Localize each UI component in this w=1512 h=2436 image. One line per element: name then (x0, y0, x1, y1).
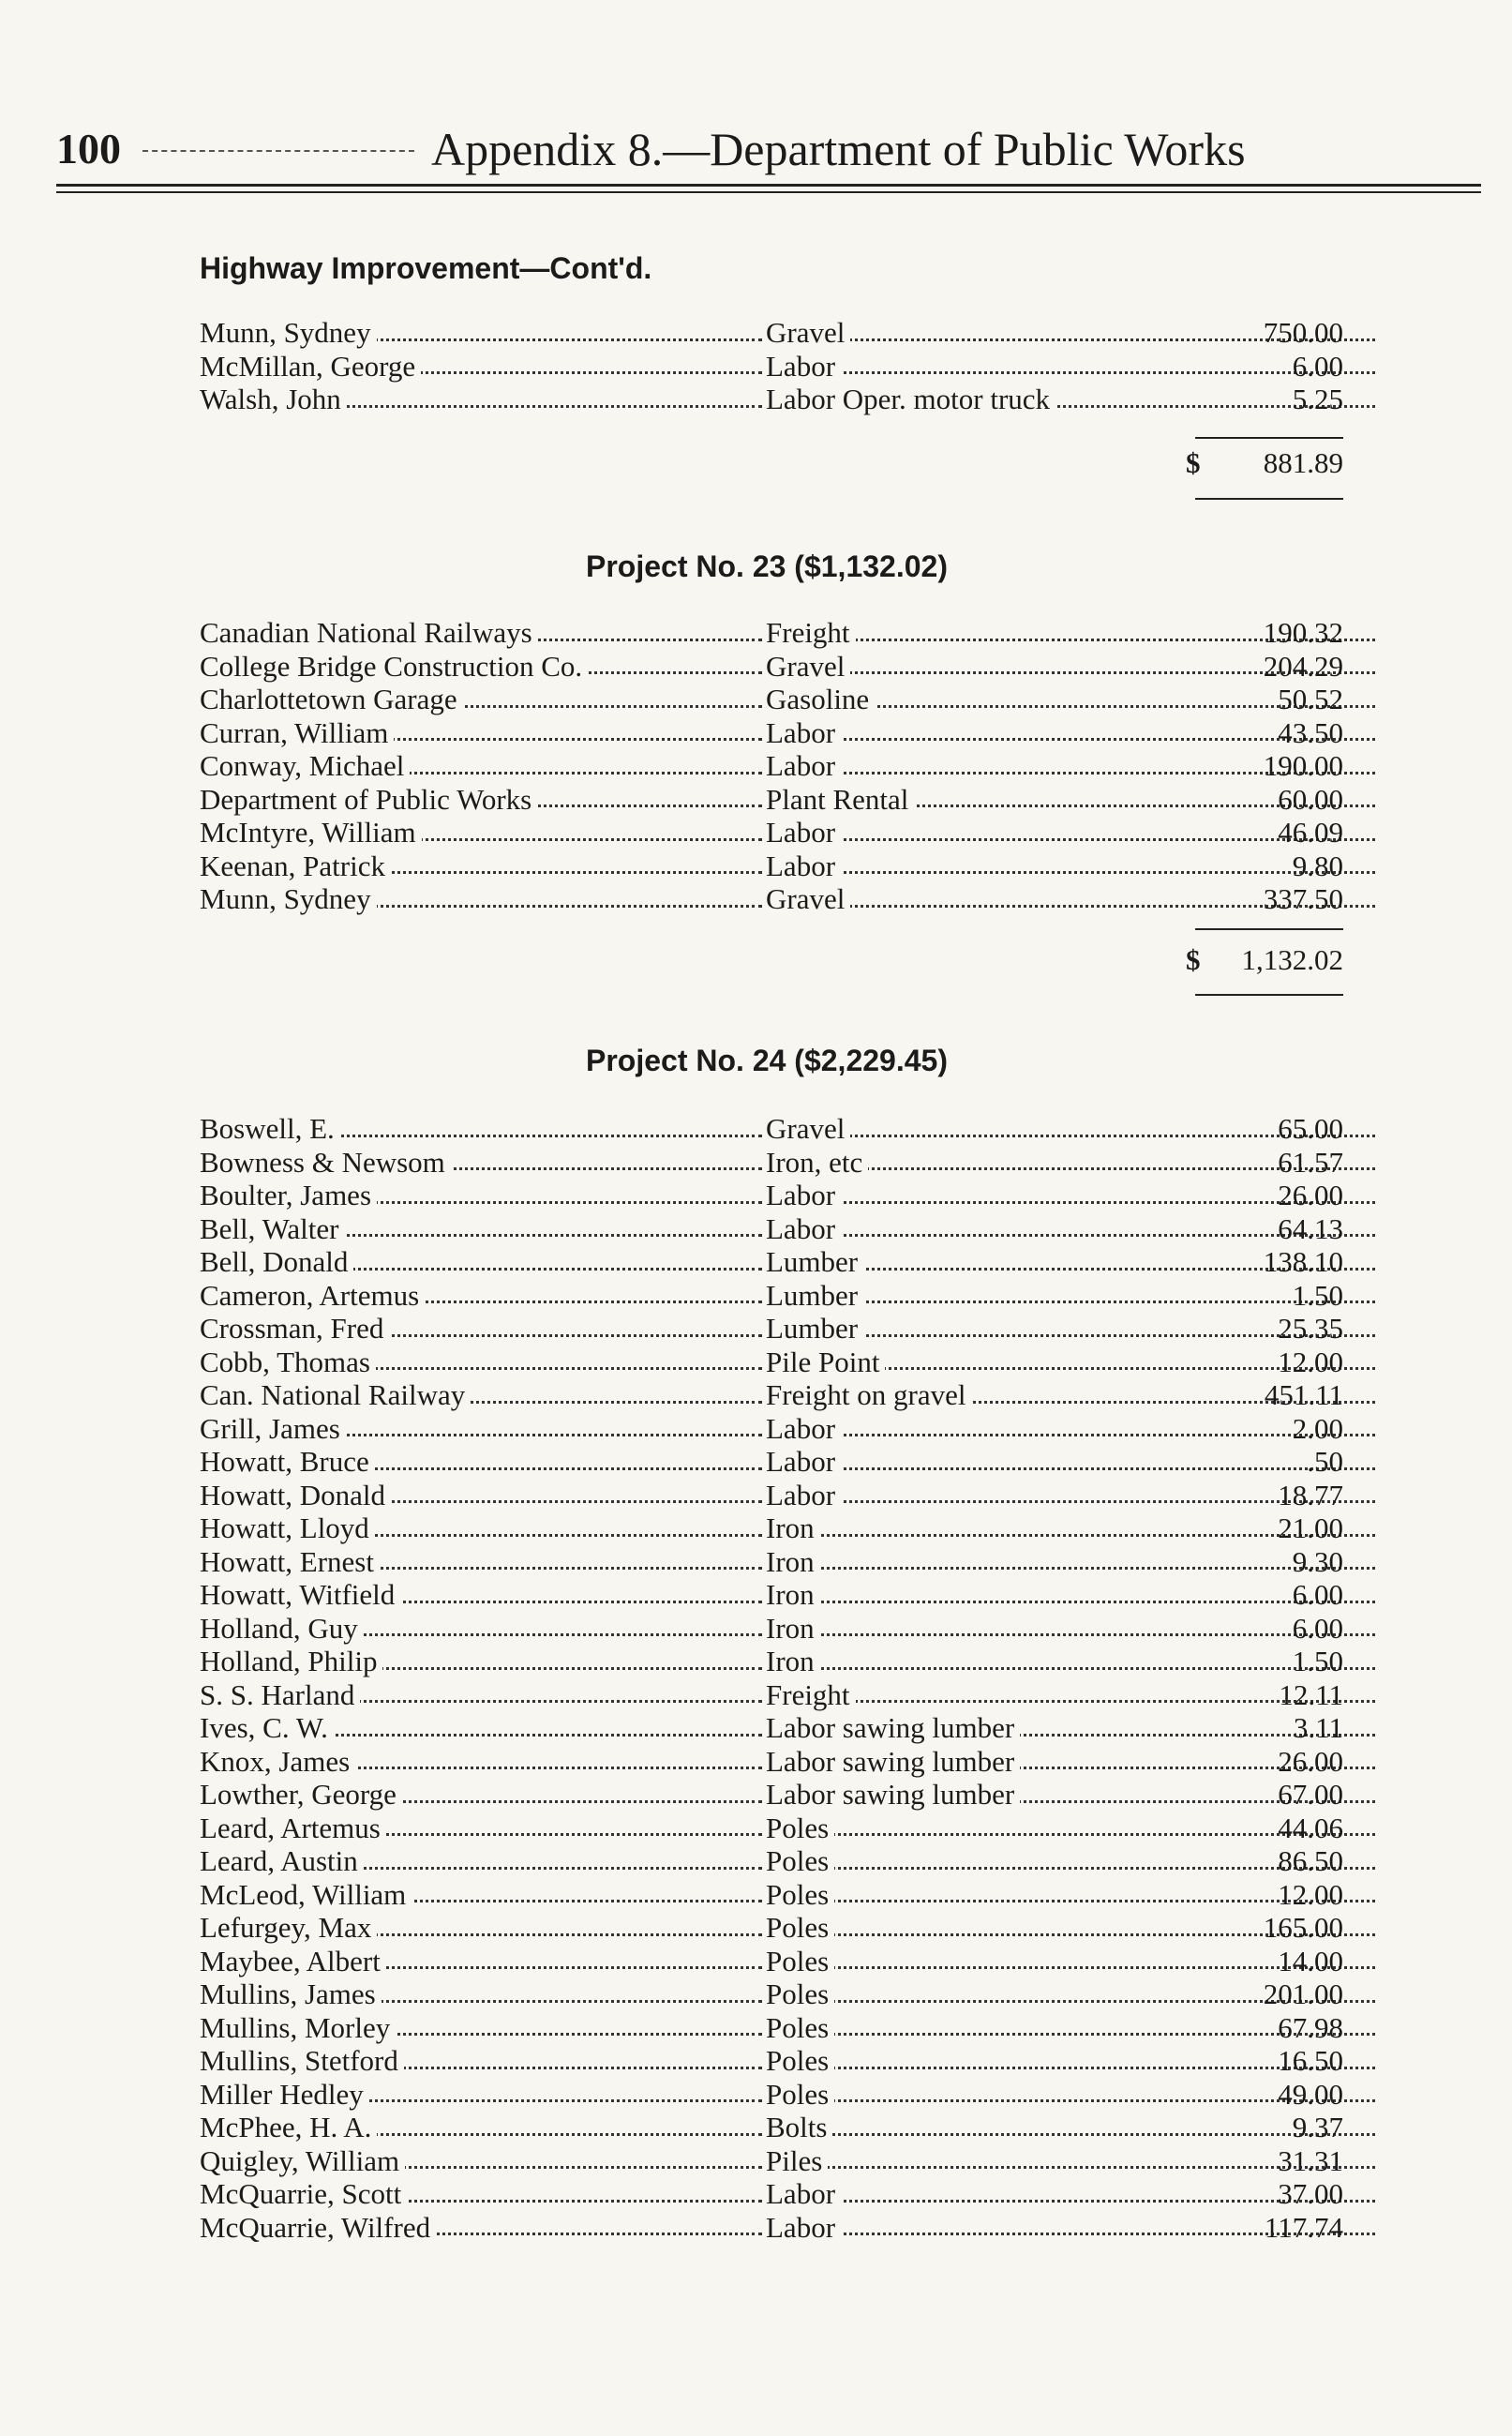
table-row (200, 683, 1343, 716)
payment-item: Iron (766, 1645, 820, 1677)
table-row (200, 2177, 1343, 2211)
project-24-table (200, 1112, 1343, 2244)
payee-name: College Bridge Construction Co. (200, 650, 588, 683)
table-row (200, 1678, 1343, 1712)
payment-amount: 67.98 (1278, 2010, 1343, 2044)
payment-amount: 138.10 (1263, 1245, 1343, 1278)
payment-item: Plant Rental (766, 783, 914, 816)
group1-total-rule-top (1195, 437, 1343, 439)
payment-amount: 44.06 (1278, 1811, 1343, 1844)
payment-item: Gravel (766, 1112, 850, 1145)
payee-name: Howatt, Bruce (200, 1445, 375, 1478)
payment-item: Poles (766, 1911, 834, 1944)
payee-name: Lowther, George (200, 1778, 402, 1811)
payee-name: Munn, Sydney (200, 882, 377, 915)
payee-name: Mullins, Stetford (200, 2044, 404, 2077)
payment-item: Lumber (766, 1245, 863, 1278)
table-row (200, 650, 1343, 684)
payment-item: Gravel (766, 316, 850, 349)
payment-item: Freight (766, 616, 856, 649)
payment-amount: 204.29 (1263, 649, 1343, 683)
payment-item: Bolts (766, 2111, 832, 2143)
table-row (200, 1212, 1343, 1246)
table-row (200, 816, 1343, 850)
payment-amount: 86.50 (1278, 1844, 1343, 1877)
table-row (200, 1911, 1343, 1945)
payment-amount: 60.00 (1278, 782, 1343, 816)
payee-name: Cameron, Artemus (200, 1279, 425, 1312)
table-row (200, 1346, 1343, 1379)
payment-amount: 6.00 (1292, 1611, 1343, 1645)
payment-amount: 61.57 (1278, 1145, 1343, 1179)
table-row (200, 2111, 1343, 2144)
payee-name: Walsh, John (200, 383, 347, 415)
payment-amount: 21.00 (1278, 1511, 1343, 1544)
payment-item: Labor (766, 749, 841, 782)
payment-amount: 9.30 (1292, 1544, 1343, 1578)
payee-name: Howatt, Witfield (200, 1578, 400, 1611)
payee-name: Crossman, Fred (200, 1312, 389, 1345)
payment-item: Poles (766, 2011, 834, 2044)
table-row (200, 850, 1343, 883)
payee-name: Howatt, Donald (200, 1479, 391, 1511)
project-24-heading: Project No. 24 ($2,229.45) (586, 1044, 948, 1077)
payment-amount: 26.00 (1278, 1744, 1343, 1778)
table-row (200, 1378, 1343, 1412)
payment-item: Poles (766, 1844, 834, 1877)
payment-amount: 6.00 (1292, 1578, 1343, 1611)
payment-item: Poles (766, 1812, 834, 1844)
group1-total-currency: $ (1186, 446, 1201, 479)
payment-amount: 1.50 (1292, 1645, 1343, 1677)
payment-amount: 5.25 (1292, 383, 1343, 415)
payment-item: Labor (766, 1212, 841, 1245)
table-row (200, 2211, 1343, 2245)
project-23-total-currency: $ (1186, 943, 1201, 976)
payee-name: Boswell, E. (200, 1112, 340, 1145)
payment-item: Labor (766, 2211, 841, 2244)
payment-item: Labor (766, 2177, 841, 2210)
payment-item: Iron (766, 1511, 820, 1544)
header-rule (56, 184, 1481, 187)
page-title: Appendix 8.—Department of Public Works (431, 123, 1246, 175)
table-row (200, 1778, 1343, 1812)
table-row (200, 2011, 1343, 2045)
table-row (200, 2144, 1343, 2178)
payee-name: Leard, Austin (200, 1844, 364, 1877)
payment-amount: 1.50 (1292, 1278, 1343, 1312)
page-number: 100 (56, 125, 121, 173)
payment-amount: 65.00 (1278, 1112, 1343, 1145)
header-dash (142, 150, 414, 152)
payment-item: Labor (766, 1479, 841, 1511)
table-row (200, 1245, 1343, 1279)
payee-name: Miller Hedley (200, 2078, 369, 2111)
payment-amount: 12.11 (1279, 1677, 1343, 1711)
payment-amount: 451.11 (1264, 1378, 1343, 1411)
payee-name: Canadian National Railways (200, 616, 538, 649)
payee-name: Boulter, James (200, 1179, 377, 1211)
payment-item: Labor (766, 1412, 841, 1445)
payee-name: Conway, Michael (200, 749, 410, 782)
table-row (200, 1146, 1343, 1180)
payment-amount: 18.77 (1278, 1478, 1343, 1511)
payee-name: Holland, Philip (200, 1645, 382, 1677)
payment-item: Labor sawing lumber (766, 1711, 1020, 1744)
payee-name: Mullins, Morley (200, 2011, 396, 2044)
payment-item: Labor sawing lumber (766, 1745, 1020, 1778)
payment-amount: 6.00 (1292, 349, 1343, 383)
payment-item: Iron, etc (766, 1146, 868, 1179)
table-row (200, 1445, 1343, 1479)
table-row (200, 1412, 1343, 1446)
payment-amount: 46.09 (1278, 816, 1343, 849)
payee-name: Mullins, James (200, 1977, 382, 2010)
payment-amount: 12.00 (1278, 1345, 1343, 1378)
payment-amount: 190.00 (1263, 749, 1343, 782)
payment-amount: 2.00 (1292, 1411, 1343, 1445)
payment-amount: 12.00 (1278, 1877, 1343, 1911)
payment-amount: 16.50 (1278, 2044, 1343, 2077)
project-23-table (200, 616, 1343, 916)
payment-item: Labor (766, 350, 841, 383)
table-row (200, 1511, 1343, 1545)
payment-item: Labor (766, 1445, 841, 1478)
table-row (200, 1711, 1343, 1745)
table-row (200, 1878, 1343, 1912)
project-23-total-rule-top (1195, 928, 1343, 930)
payee-name: Curran, William (200, 716, 394, 749)
payment-item: Lumber (766, 1312, 863, 1345)
payment-item: Freight on gravel (766, 1378, 972, 1411)
payee-name: Knox, James (200, 1745, 355, 1778)
payment-amount: 165.00 (1263, 1911, 1343, 1944)
table-row (200, 1844, 1343, 1878)
payee-name: McIntyre, William (200, 816, 422, 849)
payment-amount: 750.00 (1263, 316, 1343, 349)
payee-name: McQuarrie, Wilfred (200, 2211, 436, 2244)
table-row (200, 749, 1343, 783)
payment-item: Poles (766, 1977, 834, 2010)
section-heading: Highway Improvement—Cont'd. (200, 251, 652, 285)
table-row (200, 1112, 1343, 1146)
table-row (200, 882, 1343, 916)
payment-item: Iron (766, 1545, 820, 1578)
page-header (56, 113, 1481, 188)
payee-name: Quigley, William (200, 2144, 405, 2177)
payment-amount: 14.00 (1278, 1944, 1343, 1977)
payment-amount: 37.00 (1278, 2177, 1343, 2210)
payee-name: Bell, Walter (200, 1212, 344, 1245)
table-row (200, 1945, 1343, 1978)
payment-item: Labor (766, 850, 841, 882)
payee-name: Grill, James (200, 1412, 346, 1445)
payment-item: Pile Point (766, 1346, 885, 1378)
payment-item: Iron (766, 1612, 820, 1645)
payee-name: Holland, Guy (200, 1612, 364, 1645)
table-row (200, 1612, 1343, 1646)
payment-amount: 9.80 (1292, 849, 1343, 882)
payee-name: Lefurgey, Max (200, 1911, 377, 1944)
payment-amount: .50 (1307, 1445, 1343, 1478)
payee-name: Charlottetown Garage (200, 683, 463, 715)
payee-name: Department of Public Works (200, 783, 537, 816)
payee-name: Bowness & Newsom (200, 1146, 451, 1179)
payment-item: Iron (766, 1578, 820, 1611)
project-23-total-value: 1,132.02 (1241, 943, 1343, 976)
payee-name: Ives, C. W. (200, 1711, 334, 1744)
payment-amount: 67.00 (1278, 1778, 1343, 1811)
payment-amount: 64.13 (1278, 1211, 1343, 1245)
payment-item: Gravel (766, 882, 850, 915)
payment-item: Freight (766, 1678, 856, 1711)
payment-item: Gasoline (766, 683, 875, 715)
payment-amount: 25.35 (1278, 1312, 1343, 1345)
table-row (200, 1312, 1343, 1346)
table-row (200, 1279, 1343, 1313)
payee-name: Can. National Railway (200, 1378, 471, 1411)
table-row (200, 716, 1343, 750)
payment-item: Labor (766, 1179, 841, 1211)
payee-name: Howatt, Ernest (200, 1545, 380, 1578)
payment-item: Gravel (766, 650, 850, 683)
payment-amount: 190.32 (1263, 616, 1343, 649)
payment-amount: 201.00 (1263, 1977, 1343, 2010)
payment-item: Poles (766, 2078, 834, 2111)
payee-name: Bell, Donald (200, 1245, 353, 1278)
payment-item: Poles (766, 2044, 834, 2077)
table-row (200, 1645, 1343, 1678)
payee-name: Leard, Artemus (200, 1812, 386, 1844)
payment-amount: 43.50 (1278, 715, 1343, 749)
table-row (200, 350, 1343, 383)
payee-name: McLeod, William (200, 1878, 412, 1911)
table-row (200, 1977, 1343, 2011)
group1-total-rule-bottom (1195, 498, 1343, 500)
payment-item: Labor (766, 816, 841, 849)
payee-name: McQuarrie, Scott (200, 2177, 407, 2210)
payment-amount: 50.52 (1278, 683, 1343, 715)
payment-item: Piles (766, 2144, 828, 2177)
payee-name: Maybee, Albert (200, 1945, 386, 1977)
payment-item: Labor (766, 716, 841, 749)
table-row (200, 1479, 1343, 1512)
table-row (200, 1179, 1343, 1212)
table-row (200, 383, 1343, 416)
group1-table (200, 316, 1343, 416)
payment-amount: 26.00 (1278, 1179, 1343, 1211)
payment-amount: 9.37 (1292, 2111, 1343, 2143)
payment-item: Labor sawing lumber (766, 1778, 1020, 1811)
payee-name: Keenan, Patrick (200, 850, 391, 882)
table-row (200, 2044, 1343, 2078)
table-row (200, 1545, 1343, 1579)
payee-name: Howatt, Lloyd (200, 1511, 375, 1544)
payment-amount: 337.50 (1263, 882, 1343, 915)
table-row (200, 316, 1343, 350)
payment-item: Lumber (766, 1279, 863, 1312)
table-row (200, 1745, 1343, 1779)
table-row (200, 1578, 1343, 1612)
payment-item: Poles (766, 1878, 834, 1911)
payee-name: McMillan, George (200, 350, 421, 383)
table-row (200, 616, 1343, 650)
header-rule-thin (56, 191, 1481, 193)
project-23-total-rule-bottom (1195, 994, 1343, 996)
table-row (200, 2078, 1343, 2112)
payment-amount: 3.11 (1293, 1711, 1343, 1744)
payee-name: Cobb, Thomas (200, 1346, 376, 1378)
payment-amount: 49.00 (1278, 2077, 1343, 2111)
payee-name: S. S. Harland (200, 1678, 360, 1711)
project-23-heading: Project No. 23 ($1,132.02) (586, 549, 948, 583)
table-row (200, 783, 1343, 817)
payment-amount: 117.74 (1264, 2210, 1343, 2244)
table-row (200, 1812, 1343, 1845)
group1-total-value: 881.89 (1263, 446, 1343, 479)
payment-amount: 31.31 (1278, 2143, 1343, 2177)
payee-name: Munn, Sydney (200, 316, 377, 349)
payee-name: McPhee, H. A. (200, 2111, 377, 2143)
payment-item: Poles (766, 1945, 834, 1977)
payment-item: Labor Oper. motor truck (766, 383, 1055, 415)
